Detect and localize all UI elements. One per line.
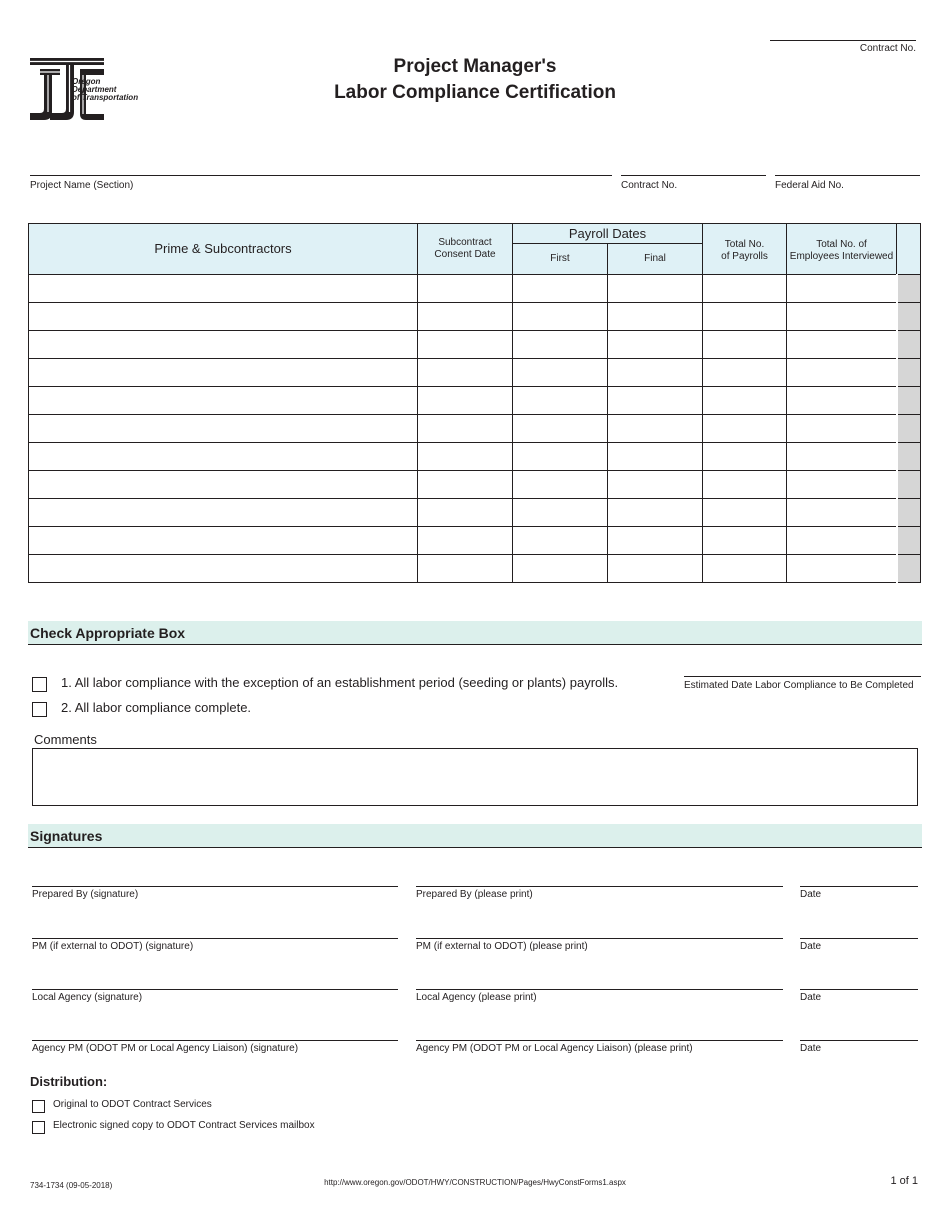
title-line2: Labor Compliance Certification xyxy=(334,82,616,103)
employees-line2: Employees Interviewed xyxy=(789,251,894,262)
total-payrolls-cell[interactable] xyxy=(703,331,787,359)
first-date-cell[interactable] xyxy=(513,303,608,331)
table-row xyxy=(29,303,921,331)
first-date-cell[interactable] xyxy=(513,527,608,555)
total-payrolls-cell[interactable] xyxy=(703,499,787,527)
contractor-cell[interactable] xyxy=(29,331,418,359)
extra-cell xyxy=(897,359,921,387)
col-total-payrolls xyxy=(703,224,787,275)
signature-2-label: Local Agency (signature) xyxy=(32,992,143,1003)
employees-cell[interactable] xyxy=(787,331,897,359)
print-name-1-label: PM (if external to ODOT) (please print) xyxy=(416,941,588,952)
comments-input[interactable] xyxy=(32,748,918,806)
col-prime-sub: Prime & Subcontractors xyxy=(29,224,418,275)
total-payrolls-cell[interactable] xyxy=(703,387,787,415)
logo-text xyxy=(72,78,138,102)
logo-line1: Oregon xyxy=(72,77,101,86)
contract-no-label: Contract No. xyxy=(621,180,678,191)
contractors-table xyxy=(28,223,921,583)
consent-date-cell[interactable] xyxy=(418,499,513,527)
date-3-field[interactable] xyxy=(800,1040,918,1041)
contractor-cell[interactable] xyxy=(29,415,418,443)
table-row xyxy=(29,359,921,387)
option2-text: 2. All labor compliance complete. xyxy=(61,700,252,715)
extra-cell xyxy=(897,303,921,331)
consent-line2: Consent Date xyxy=(434,249,496,260)
date-3-label: Date xyxy=(800,1043,822,1054)
contractor-cell[interactable] xyxy=(29,499,418,527)
employees-cell[interactable] xyxy=(787,303,897,331)
contractor-cell[interactable] xyxy=(29,471,418,499)
consent-date-cell[interactable] xyxy=(418,331,513,359)
employees-cell[interactable] xyxy=(787,499,897,527)
consent-date-cell[interactable] xyxy=(418,275,513,303)
signature-0-field[interactable] xyxy=(32,886,398,887)
final-date-cell[interactable] xyxy=(608,303,703,331)
extra-cell xyxy=(897,415,921,443)
col-extra xyxy=(897,224,921,275)
contractor-cell[interactable] xyxy=(29,303,418,331)
final-date-cell[interactable] xyxy=(608,415,703,443)
extra-cell xyxy=(897,443,921,471)
total-payrolls-cell[interactable] xyxy=(703,471,787,499)
odot-logo xyxy=(28,56,148,122)
consent-line1: Subcontract xyxy=(438,237,492,248)
federal-aid-label: Federal Aid No. xyxy=(775,180,844,191)
estimated-date-field[interactable] xyxy=(684,676,921,677)
final-date-cell[interactable] xyxy=(608,387,703,415)
first-date-cell[interactable] xyxy=(513,359,608,387)
consent-date-cell[interactable] xyxy=(418,415,513,443)
project-name-field[interactable] xyxy=(30,175,612,176)
table-row xyxy=(29,443,921,471)
table-row xyxy=(29,415,921,443)
payrolls-line1: Total No. xyxy=(724,239,765,250)
first-date-cell[interactable] xyxy=(513,275,608,303)
extra-cell xyxy=(897,387,921,415)
first-date-cell[interactable] xyxy=(513,387,608,415)
consent-date-cell[interactable] xyxy=(418,387,513,415)
employees-cell[interactable] xyxy=(787,387,897,415)
comments-label: Comments xyxy=(34,732,97,747)
employees-cell[interactable] xyxy=(787,471,897,499)
contractor-cell[interactable] xyxy=(29,275,418,303)
contractor-cell[interactable] xyxy=(29,387,418,415)
form-number: 734-1734 (09-05-2018) xyxy=(30,1181,113,1190)
date-1-label: Date xyxy=(800,941,822,952)
project-name-label: Project Name (Section) xyxy=(30,180,134,191)
table-row xyxy=(29,331,921,359)
distribution-original-checkbox[interactable] xyxy=(32,1100,45,1113)
consent-date-cell[interactable] xyxy=(418,443,513,471)
col-consent-date xyxy=(418,224,513,275)
first-date-cell[interactable] xyxy=(513,555,608,583)
final-date-cell[interactable] xyxy=(608,471,703,499)
consent-date-cell[interactable] xyxy=(418,527,513,555)
col-first: First xyxy=(513,244,608,275)
page-title xyxy=(250,54,700,106)
final-date-cell[interactable] xyxy=(608,499,703,527)
print-name-2-field[interactable] xyxy=(416,989,783,990)
employees-cell[interactable] xyxy=(787,443,897,471)
federal-aid-field[interactable] xyxy=(775,175,920,176)
employees-line1: Total No. of xyxy=(816,239,867,250)
extra-cell xyxy=(897,471,921,499)
option2-checkbox[interactable] xyxy=(32,702,47,717)
logo-line2: Department xyxy=(72,85,117,94)
signature-3-label: Agency PM (ODOT PM or Local Agency Liaison) (signature) xyxy=(32,1043,299,1054)
title-line1: Project Manager's xyxy=(393,56,557,77)
col-final: Final xyxy=(608,244,703,275)
distribution-original-text: Original to ODOT Contract Services xyxy=(53,1099,212,1110)
signature-3-field[interactable] xyxy=(32,1040,398,1041)
page-number: 1 of 1 xyxy=(890,1175,918,1187)
print-name-3-field[interactable] xyxy=(416,1040,783,1041)
extra-cell xyxy=(897,555,921,583)
top-contract-line xyxy=(770,40,916,41)
table-row xyxy=(29,527,921,555)
date-0-label: Date xyxy=(800,889,822,900)
distribution-heading: Distribution: xyxy=(30,1074,108,1089)
consent-date-cell[interactable] xyxy=(418,555,513,583)
table-row xyxy=(29,499,921,527)
first-date-cell[interactable] xyxy=(513,443,608,471)
table-row xyxy=(29,387,921,415)
final-date-cell[interactable] xyxy=(608,527,703,555)
consent-date-cell[interactable] xyxy=(418,471,513,499)
consent-date-cell[interactable] xyxy=(418,359,513,387)
col-payroll-dates: Payroll Dates xyxy=(513,224,703,244)
extra-cell xyxy=(897,331,921,359)
first-date-cell[interactable] xyxy=(513,331,608,359)
first-date-cell[interactable] xyxy=(513,415,608,443)
extra-cell xyxy=(897,275,921,303)
contract-no-field[interactable] xyxy=(621,175,766,176)
extra-cell xyxy=(897,499,921,527)
total-payrolls-cell[interactable] xyxy=(703,443,787,471)
employees-cell[interactable] xyxy=(787,275,897,303)
table-row xyxy=(29,471,921,499)
first-date-cell[interactable] xyxy=(513,499,608,527)
option1-text: 1. All labor compliance with the exception of an establishment period (seeding or plants) payrolls. xyxy=(61,675,619,690)
top-contract-label: Contract No. xyxy=(859,43,916,54)
contractor-cell[interactable] xyxy=(29,555,418,583)
signature-0-label: Prepared By (signature) xyxy=(32,889,139,900)
employees-cell[interactable] xyxy=(787,415,897,443)
payrolls-line2: of Payrolls xyxy=(721,251,768,262)
signature-1-field[interactable] xyxy=(32,938,398,939)
total-payrolls-cell[interactable] xyxy=(703,555,787,583)
print-name-0-field[interactable] xyxy=(416,886,783,887)
logo-line3: of Transportation xyxy=(72,93,139,102)
final-date-cell[interactable] xyxy=(608,359,703,387)
table-row xyxy=(29,275,921,303)
employees-cell[interactable] xyxy=(787,359,897,387)
print-name-2-label: Local Agency (please print) xyxy=(416,992,537,1003)
print-name-3-label: Agency PM (ODOT PM or Local Agency Liaison) (please print) xyxy=(416,1043,693,1054)
consent-date-cell[interactable] xyxy=(418,303,513,331)
signatures-heading: Signatures xyxy=(28,824,922,848)
first-date-cell[interactable] xyxy=(513,471,608,499)
date-0-field[interactable] xyxy=(800,886,918,887)
check-section-heading: Check Appropriate Box xyxy=(28,621,922,645)
distribution-electronic-checkbox[interactable] xyxy=(32,1121,45,1134)
distribution-electronic-text: Electronic signed copy to ODOT Contract Services mailbox xyxy=(53,1120,315,1131)
final-date-cell[interactable] xyxy=(608,275,703,303)
contractor-cell[interactable] xyxy=(29,443,418,471)
total-payrolls-cell[interactable] xyxy=(703,303,787,331)
print-name-0-label: Prepared By (please print) xyxy=(416,889,533,900)
total-payrolls-cell[interactable] xyxy=(703,275,787,303)
final-date-cell[interactable] xyxy=(608,331,703,359)
option1-checkbox[interactable] xyxy=(32,677,47,692)
date-1-field[interactable] xyxy=(800,938,918,939)
signature-2-field[interactable] xyxy=(32,989,398,990)
total-payrolls-cell[interactable] xyxy=(703,527,787,555)
date-2-label: Date xyxy=(800,992,822,1003)
final-date-cell[interactable] xyxy=(608,443,703,471)
form-url[interactable]: http://www.oregon.gov/ODOT/HWY/CONSTRUCTION/Pages/HwyConstForms1.aspx xyxy=(324,1178,626,1187)
extra-cell xyxy=(897,527,921,555)
table-body xyxy=(29,275,921,583)
estimated-date-label: Estimated Date Labor Compliance to Be Completed xyxy=(684,680,914,691)
table-row xyxy=(29,555,921,583)
print-name-1-field[interactable] xyxy=(416,938,783,939)
col-employees xyxy=(787,224,897,275)
contractor-cell[interactable] xyxy=(29,527,418,555)
date-2-field[interactable] xyxy=(800,989,918,990)
signature-1-label: PM (if external to ODOT) (signature) xyxy=(32,941,194,952)
contractor-cell[interactable] xyxy=(29,359,418,387)
total-payrolls-cell[interactable] xyxy=(703,415,787,443)
total-payrolls-cell[interactable] xyxy=(703,359,787,387)
employees-cell[interactable] xyxy=(787,527,897,555)
employees-cell[interactable] xyxy=(787,555,897,583)
final-date-cell[interactable] xyxy=(608,555,703,583)
